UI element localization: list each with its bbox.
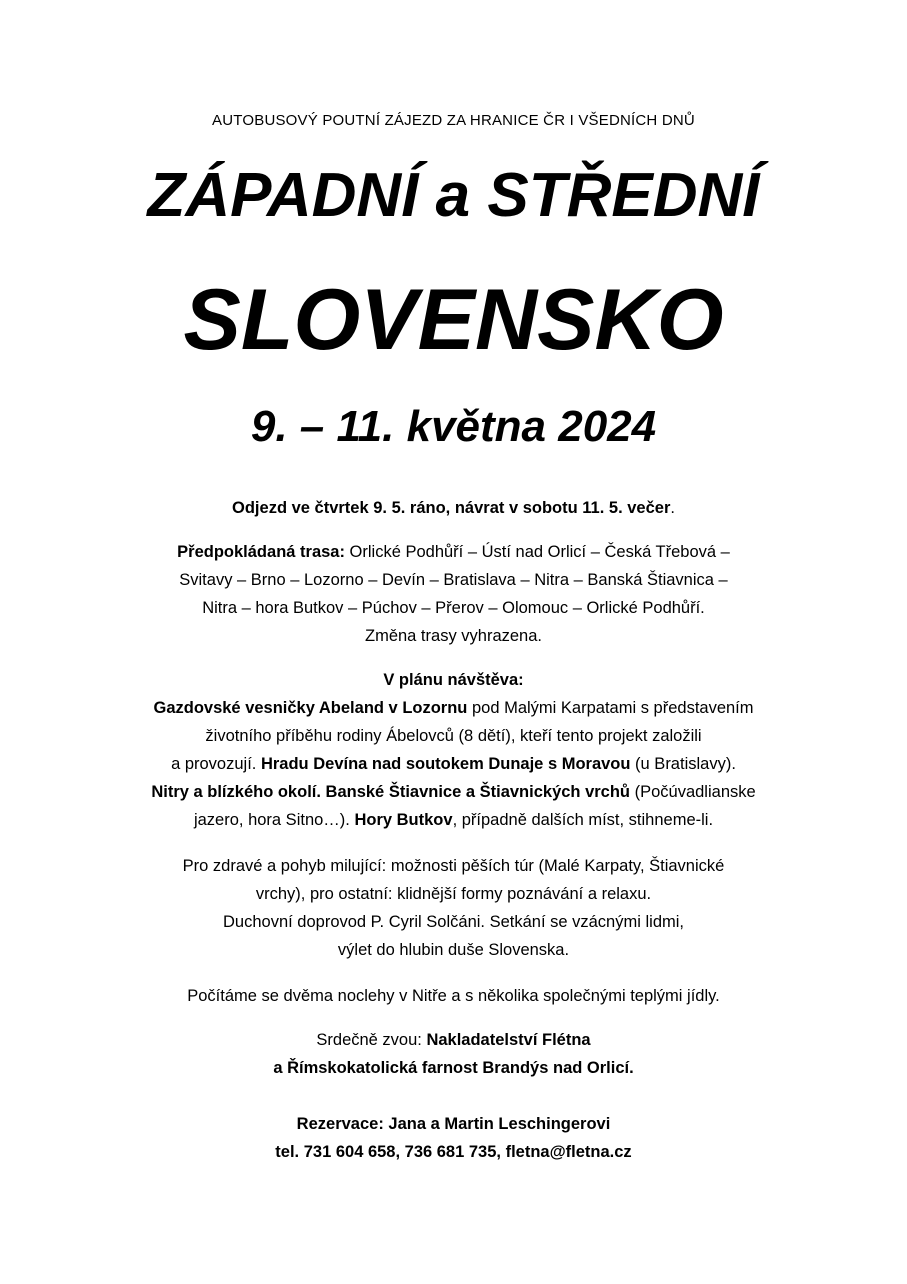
plan-butkov: Hory Butkov: [354, 811, 453, 829]
plan-nitra-desc: (Počúvadlianske: [630, 783, 756, 801]
departure-text: Odjezd ve čtvrtek 9. 5. ráno, návrat v sobotu 11. 5. večer: [232, 499, 671, 517]
plan-line-3: [90, 750, 817, 778]
route-text-1: Orlické Podhůří – Ústí nad Orlicí – Česká Třebová –: [344, 543, 730, 561]
invitation-section: [90, 1026, 817, 1082]
organizer-1: Nakladatelství Flétna: [426, 1031, 591, 1049]
plan-devin-desc: (u Bratislavy).: [630, 755, 736, 773]
route-line-2: Svitavy – Brno – Lozorno – Devín – Bratislava – Nitra – Banská Štiavnica –: [179, 571, 728, 589]
plan-text: a provozují.: [171, 755, 261, 773]
plan-line-4: [90, 778, 817, 806]
plan-line-5: [90, 806, 817, 834]
activities-line-4: výlet do hlubin duše Slovenska.: [337, 941, 570, 959]
route-note: Změna trasy vyhrazena.: [365, 627, 542, 645]
plan-line-1: [90, 694, 817, 722]
kicker-text: AUTOBUSOVÝ POUTNÍ ZÁJEZD ZA HRANICE ČR I VŠEDNÍCH DNŮ: [212, 112, 695, 129]
invite-prefix: Srdečně zvou:: [316, 1031, 427, 1049]
plan-abeland: Gazdovské vesničky Abeland v Lozornu: [153, 699, 468, 717]
activities-section: [90, 852, 817, 964]
reservation-contact: Rezervace: Jana a Martin Leschingerovi: [296, 1115, 611, 1133]
departure-end: .: [670, 499, 675, 517]
activities-line-2: vrchy), pro ostatní: klidnější formy poznávání a relaxu.: [255, 885, 652, 903]
trip-dates: 9. – 11. května 2024: [250, 402, 657, 451]
route-line-1: [90, 538, 817, 566]
activities-line-3: Duchovní doprovod P. Cyril Solčáni. Setkání se vzácnými lidmi,: [223, 913, 684, 931]
title-line-1: ZÁPADNÍ a STŘEDNÍ: [147, 161, 760, 230]
accommodation-text: Počítáme se dvěma noclehy v Nitře a s několika společnými teplými jídly.: [187, 987, 720, 1005]
plan-butkov-desc: , případně dalších míst, stihneme-li.: [452, 811, 714, 829]
departure-info: [90, 494, 817, 522]
route-line-3: Nitra – hora Butkov – Púchov – Přerov – Olomouc – Orlické Podhůří.: [202, 599, 705, 617]
plan-heading: V plánu návštěva:: [383, 671, 524, 689]
organizer-2: a Římskokatolická farnost Brandýs nad Orlicí.: [273, 1059, 634, 1077]
plan-devin: Hradu Devína nad soutokem Dunaje s Moravou: [260, 755, 631, 773]
plan-section: [90, 666, 817, 834]
title-line-2: SLOVENSKO: [183, 272, 724, 368]
plan-abeland-desc: pod Malými Karpatami s představením: [467, 699, 754, 717]
invite-line-1: [90, 1026, 817, 1054]
reservation-phone-email: tel. 731 604 658, 736 681 735, fletna@fletna.cz: [275, 1143, 632, 1161]
route-section: [90, 538, 817, 650]
route-label: Předpokládaná trasa:: [177, 543, 345, 561]
plan-line-2: životního příběhu rodiny Ábelovců (8 dětí), kteří tento projekt založili: [205, 727, 702, 745]
activities-line-1: Pro zdravé a pohyb milující: možnosti pěších túr (Malé Karpaty, Štiavnické: [182, 857, 725, 875]
plan-text-2: jazero, hora Sitno…).: [193, 811, 355, 829]
plan-nitra: Nitry a blízkého okolí. Banské Štiavnice a Štiavnických vrchů: [151, 783, 631, 801]
reservation-section: [90, 1110, 817, 1166]
